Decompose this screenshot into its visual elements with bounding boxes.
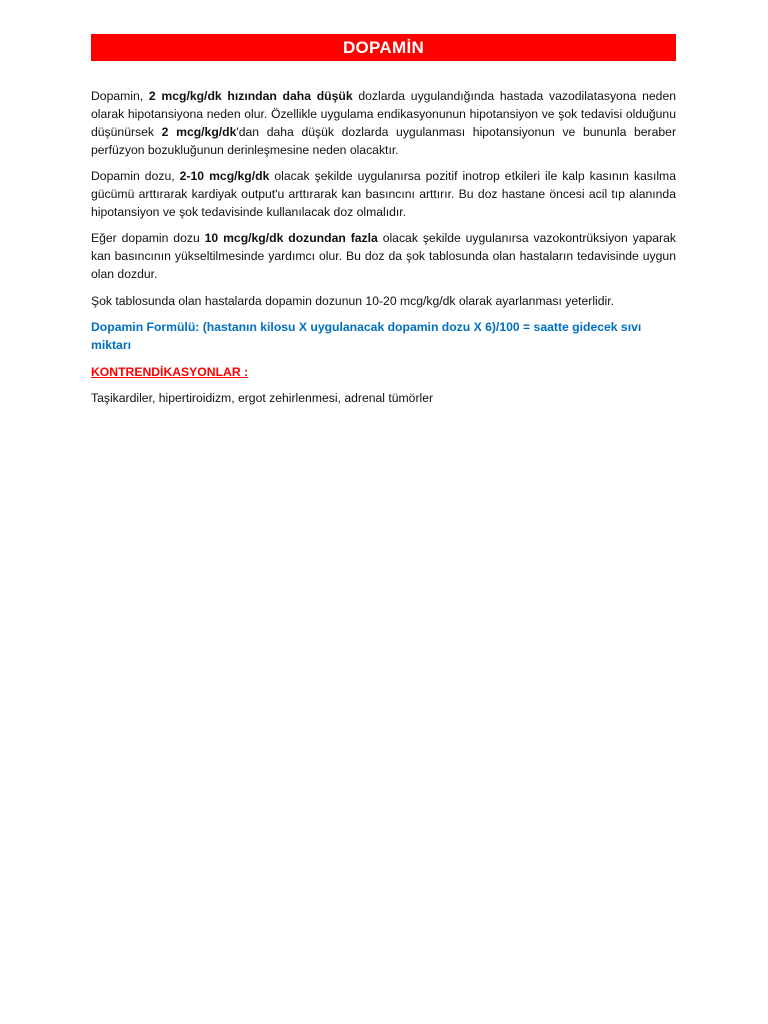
paragraph-low-dose	[91, 87, 676, 159]
p1-text-3: 'dan daha düşük dozlarda uygulanması hipotansiyonun ve bununla beraber perfüzyon bozukluğunun derinleşmesine neden olacaktır.	[91, 125, 676, 157]
paragraph-shock-dose: Şok tablosunda olan hastalarda dopamin dozunun 10-20 mcg/kg/dk olarak ayarlanması yeterlidir.	[91, 294, 615, 308]
p3-text-2: olacak şekilde uygulanırsa vazokontrüksiyon yaparak kan basıncının yükseltilmesinde yardımcı olur. Bu doz da şok tablosunda olan hastaların tedavisinde uygun olan dozdur.	[91, 231, 676, 281]
p1-text-1: Dopamin,	[91, 89, 149, 103]
contraindications-heading: KONTRENDİKASYONLAR :	[91, 365, 249, 379]
p2-bold-1: 2-10 mcg/kg/dk	[179, 169, 270, 183]
p3-bold-1: 10 mcg/kg/dk dozundan fazla	[204, 231, 378, 245]
p3-text-1: Eğer dopamin dozu	[91, 231, 205, 245]
contraindications-text: Taşikardiler, hipertiroidizm, ergot zehirlenmesi, adrenal tümörler	[91, 391, 434, 405]
title-banner	[91, 34, 676, 61]
p1-bold-2: 2 mcg/kg/dk	[161, 125, 237, 139]
paragraph-high-dose	[91, 229, 676, 283]
paragraph-medium-dose	[91, 167, 676, 221]
p1-text-2: dozlarda uygulandığında hastada vazodilatasyona neden olarak hipotansiyona neden olur. Özellikle uygulama endikasyonunun hipotansiyon ve şok tedavisi olduğunu düşünürsek	[91, 89, 677, 139]
document-page	[91, 34, 676, 407]
dopamine-formula: Dopamin Formülü: (hastanın kilosu X uygulanacak dopamin dozu X 6)/100 = saatte gidecek sıvı miktarı	[91, 320, 642, 352]
p2-text-1: Dopamin dozu,	[91, 169, 180, 183]
p2-text-2: olacak şekilde uygulanırsa pozitif inotrop etkileri ile kalp kasının kasılma gücümü arttırarak kardiyak output'u arttırarak kan basıncını arttırır. Bu doz hastane öncesi acil tıp alanında hipotansiyon ve şok tedavisinde kullanılacak doz olmalıdır.	[91, 169, 676, 219]
page-title: DOPAMİN	[342, 37, 425, 57]
p1-bold-1: 2 mcg/kg/dk hızından daha düşük	[148, 89, 353, 103]
